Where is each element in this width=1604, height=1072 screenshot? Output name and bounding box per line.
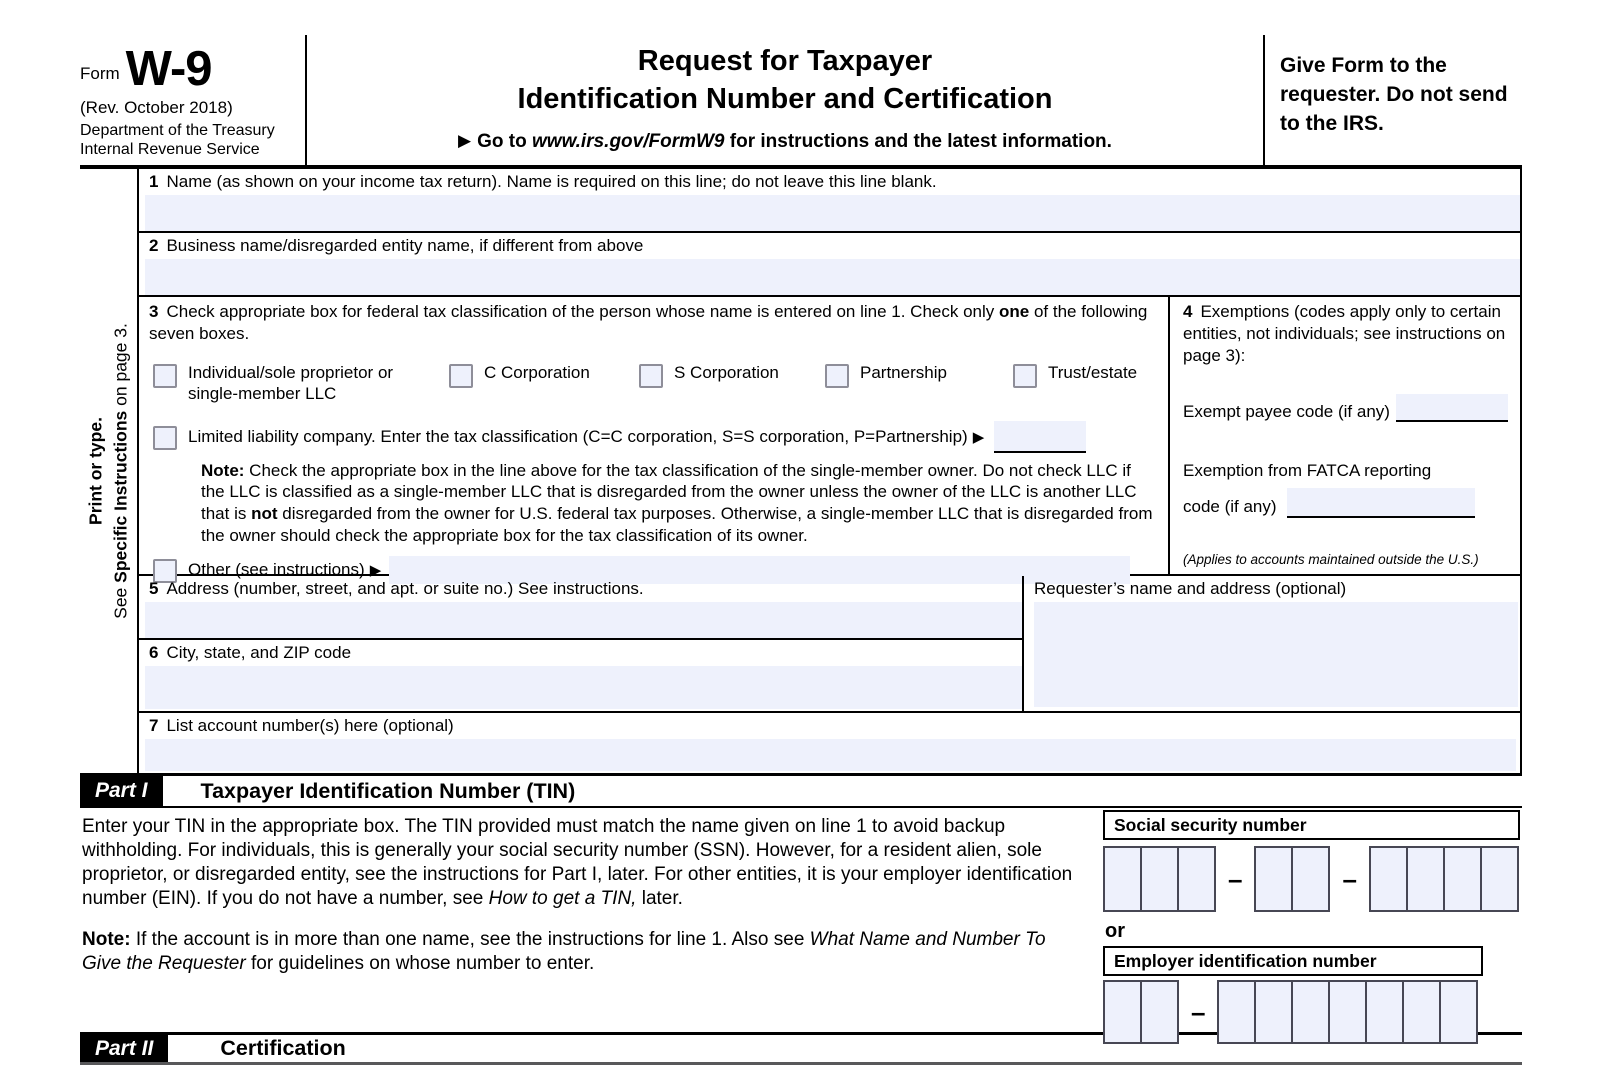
ssn-digit-cell-group: [1103, 846, 1216, 912]
ein-digit-cell[interactable]: [1402, 980, 1441, 1044]
line3-line4-row: [139, 297, 1520, 580]
print-or-type-sidebar: [80, 169, 137, 773]
ssn-digit-cell[interactable]: [1140, 846, 1179, 912]
or-label: or: [1105, 920, 1125, 942]
fatca-label-line2: code (if any): [1183, 497, 1277, 517]
form-number: W-9: [125, 42, 212, 96]
ein-digit-cell[interactable]: [1291, 980, 1330, 1044]
llc-classification-input[interactable]: [994, 421, 1086, 453]
ssn-digit-cell-group: [1369, 846, 1519, 912]
w9-form: [80, 35, 1522, 1065]
part1-title: Taxpayer Identification Number (TIN): [200, 779, 576, 803]
line3-label: 3 Check appropriate box for federal tax classification of the person whose name is entered on line 1. Check only one of the following seven boxes.: [149, 302, 1148, 344]
tax-class-option: [639, 362, 825, 405]
fatca-code-input[interactable]: [1287, 488, 1475, 518]
ein-digit-cell[interactable]: [1217, 980, 1256, 1044]
checkbox-s-corporation[interactable]: [639, 364, 663, 388]
tax-class-option: [153, 362, 449, 405]
sidebar-vertical-text: Print or type. See Specific Instructions on page 3.: [85, 323, 131, 619]
name-input[interactable]: [145, 195, 1520, 231]
part1-header: [80, 776, 1522, 808]
fatca-row: [1183, 460, 1508, 518]
irs-url-link[interactable]: www.irs.gov/FormW9: [532, 131, 725, 153]
checkbox-trust-estate[interactable]: [1013, 364, 1037, 388]
part2-badge: Part II: [80, 1035, 168, 1062]
line7-label: 7 List account number(s) here (optional): [149, 716, 454, 735]
department-line: Department of the Treasury: [80, 122, 275, 140]
requester-label: Requester’s name and address (optional): [1034, 579, 1347, 598]
part1-badge: Part I: [80, 776, 163, 806]
exempt-payee-label: Exempt payee code (if any): [1183, 402, 1390, 422]
part1-body: [80, 808, 1522, 1035]
checkbox-individual-sole-proprietor[interactable]: [153, 364, 177, 388]
line1-label: 1 Name (as shown on your income tax return). Name is required on this line; do not leave this line blank.: [149, 172, 937, 191]
service-line: Internal Revenue Service: [80, 141, 260, 159]
tax-class-option: [825, 362, 1013, 405]
part2-title: Certification: [220, 1036, 346, 1060]
ein-cells: [1103, 980, 1522, 1044]
checkbox-label: Partnership: [860, 363, 947, 383]
line4-label: 4 Exemptions (codes apply only to certain entities, not individuals; see instructions on page 3):: [1183, 302, 1506, 366]
checkbox-label: Trust/estate: [1048, 363, 1138, 383]
ein-digit-cell-group: [1217, 980, 1478, 1044]
tax-class-option: [449, 362, 639, 405]
line5-row: [139, 576, 1022, 640]
right-arrow-icon: ▶: [972, 428, 985, 446]
ein-label-box: Employer identification number: [1103, 946, 1483, 976]
ssn-digit-cell[interactable]: [1406, 846, 1445, 912]
checkbox-c-corporation[interactable]: [449, 364, 473, 388]
checkbox-label: Individual/sole proprietor or single-member LLC: [188, 363, 394, 404]
checkbox-label: C Corporation: [484, 363, 590, 383]
checkbox-llc[interactable]: [153, 426, 177, 450]
line2-row: [139, 233, 1520, 297]
form-title-block: [307, 35, 1263, 165]
tax-class-options: [153, 362, 1158, 405]
ssn-digit-cell[interactable]: [1291, 846, 1330, 912]
line3-section: [139, 297, 1170, 580]
tin-instructions: Enter your TIN in the appropriate box. The TIN provided must match the name given on line 1 to avoid backup withholding. For individuals, this is generally your social security number (SSN). However, for a resident alien, sole proprietor, or disregarded entity, see the instructions for Part I, later. For other entities, it is your employer identification number (EIN). If you do not have a number, see How to get a TIN, later.: [82, 816, 1073, 909]
tin-note: Note: If the account is in more than one name, see the instructions for line 1. Also see What Name and Number To Give the Requester for guidelines on whose number to enter.: [82, 928, 1046, 974]
form-id-block: [80, 35, 307, 165]
form-subtitle: ▶ Go to www.irs.gov/FormW9 for instructions and the latest information.: [458, 131, 1112, 153]
dash-separator: –: [1342, 863, 1357, 894]
applies-note: (Applies to accounts maintained outside the U.S.): [1183, 552, 1479, 567]
ein-digit-cell[interactable]: [1103, 980, 1142, 1044]
ein-digit-cell[interactable]: [1365, 980, 1404, 1044]
ssn-digit-cell[interactable]: [1369, 846, 1408, 912]
line5-line6-row: [139, 576, 1520, 713]
ein-digit-cell-group: [1103, 980, 1179, 1044]
line4-section: [1170, 297, 1520, 574]
llc-option-row: [153, 421, 1158, 453]
line1-row: [139, 169, 1520, 233]
ein-digit-cell[interactable]: [1328, 980, 1367, 1044]
ssn-label-box: Social security number: [1103, 810, 1520, 840]
right-arrow-icon: ▶: [458, 131, 472, 151]
ein-digit-cell[interactable]: [1140, 980, 1179, 1044]
ssn-digit-cell[interactable]: [1254, 846, 1293, 912]
business-name-input[interactable]: [145, 259, 1520, 295]
line3-note: Note: Check the appropriate box in the line above for the tax classification of the single-member owner. Do not check LLC if the LLC is classified as a single-member LLC that is disregarded from the owner unless the owner of the LLC is another LLC that is not disregarded from the owner for U.S. federal tax purposes. Otherwise, a single-member LLC that is disregarded from the owner should check the appropriate box for the tax classification of its owner.: [201, 460, 1153, 545]
other-label: Other (see instructions): [188, 560, 365, 580]
tax-class-option: [1013, 362, 1137, 405]
ssn-digit-cell[interactable]: [1103, 846, 1142, 912]
form-body: [80, 169, 1522, 776]
checkbox-partnership[interactable]: [825, 364, 849, 388]
line5-label: 5 Address (number, street, and apt. or suite no.) See instructions.: [149, 579, 644, 598]
line6-label: 6 City, state, and ZIP code: [149, 643, 352, 662]
form-word: Form: [80, 64, 120, 84]
form-header: [80, 35, 1522, 169]
checkbox-label: S Corporation: [674, 363, 779, 383]
ssn-digit-cell[interactable]: [1480, 846, 1519, 912]
address-input[interactable]: [145, 602, 1022, 638]
part1-instructions: [80, 808, 1103, 1032]
requester-input[interactable]: [1034, 602, 1518, 707]
tin-entry-area: [1103, 808, 1522, 1032]
dash-separator: –: [1228, 863, 1243, 894]
fatca-label-line1: Exemption from FATCA reporting: [1183, 461, 1432, 481]
ein-digit-cell[interactable]: [1254, 980, 1293, 1044]
ssn-digit-cell[interactable]: [1177, 846, 1216, 912]
form-fields-area: [137, 169, 1522, 773]
dash-separator: –: [1191, 996, 1206, 1027]
form-revision: (Rev. October 2018): [80, 98, 233, 118]
ssn-cells: [1103, 846, 1522, 912]
right-arrow-icon: ▶: [369, 561, 382, 579]
form-title: Request for Taxpayer Identification Number and Certification: [517, 45, 1053, 115]
llc-label: Limited liability company. Enter the tax classification (C=C corporation, S=S corporation, P=Partnership): [188, 427, 968, 447]
line6-row: [139, 640, 1022, 709]
city-state-zip-input[interactable]: [145, 666, 1022, 709]
line2-label: 2 Business name/disregarded entity name, if different from above: [149, 236, 644, 255]
ssn-digit-cell[interactable]: [1443, 846, 1482, 912]
requester-box: [1024, 576, 1520, 711]
line7-row: [139, 713, 1520, 773]
ein-digit-cell[interactable]: [1439, 980, 1478, 1044]
address-column: [139, 576, 1024, 711]
exempt-payee-code-input[interactable]: [1396, 394, 1508, 422]
ssn-digit-cell-group: [1254, 846, 1330, 912]
exempt-payee-row: [1183, 394, 1508, 422]
account-numbers-input[interactable]: [145, 739, 1516, 771]
give-form-notice: Give Form to the requester. Do not send to the IRS.: [1263, 35, 1522, 165]
